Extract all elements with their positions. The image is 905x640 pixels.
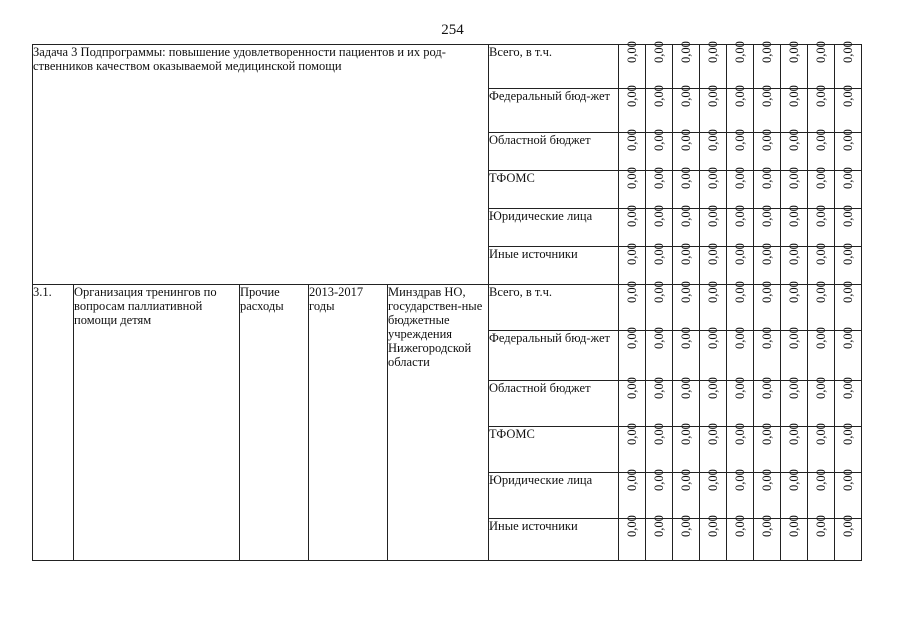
value-cell (700, 85, 727, 133)
value-cell (754, 423, 781, 473)
value-cell (808, 129, 835, 171)
value-cell (754, 281, 781, 331)
value-cell (727, 129, 754, 171)
value-cell (700, 167, 727, 209)
value-cell (619, 281, 646, 331)
value-text: 0,00 (760, 129, 774, 151)
value-cell (619, 243, 646, 285)
value-text: 0,00 (787, 205, 801, 227)
value-cell (619, 377, 646, 427)
value-text: 0,00 (706, 243, 720, 265)
value-text: 0,00 (733, 205, 747, 227)
table-row (33, 45, 862, 89)
source-label: ТФОМС (489, 427, 619, 473)
value-text: 0,00 (841, 377, 855, 399)
value-text: 0,00 (625, 423, 639, 445)
funding-table (32, 41, 862, 561)
value-text: 0,00 (679, 281, 693, 303)
value-cell (673, 327, 700, 381)
value-text: 0,00 (814, 515, 828, 537)
value-cell (700, 515, 727, 561)
value-text: 0,00 (625, 129, 639, 151)
value-text: 0,00 (814, 205, 828, 227)
value-cell (646, 41, 673, 89)
value-text: 0,00 (679, 327, 693, 349)
value-cell (754, 515, 781, 561)
value-text: 0,00 (706, 205, 720, 227)
value-text: 0,00 (787, 377, 801, 399)
value-cell (781, 327, 808, 381)
value-cell (700, 281, 727, 331)
value-cell (673, 85, 700, 133)
value-text: 0,00 (652, 515, 666, 537)
value-cell (808, 423, 835, 473)
value-cell (646, 469, 673, 519)
value-text: 0,00 (814, 41, 828, 63)
value-cell (727, 377, 754, 427)
value-cell (754, 85, 781, 133)
value-text: 0,00 (625, 85, 639, 107)
value-cell (808, 377, 835, 427)
source-label: Иные источники (489, 247, 619, 285)
value-cell (646, 129, 673, 171)
value-cell (781, 377, 808, 427)
value-text: 0,00 (625, 515, 639, 537)
value-cell (700, 423, 727, 473)
value-text: 0,00 (787, 243, 801, 265)
value-cell (646, 205, 673, 247)
value-text: 0,00 (706, 129, 720, 151)
value-text: 0,00 (706, 85, 720, 107)
value-text: 0,00 (733, 41, 747, 63)
value-cell (835, 85, 862, 133)
value-cell (619, 327, 646, 381)
value-text: 0,00 (706, 41, 720, 63)
source-label: Областной бюджет (489, 133, 619, 171)
value-text: 0,00 (706, 281, 720, 303)
value-cell (646, 85, 673, 133)
value-text: 0,00 (787, 423, 801, 445)
value-text: 0,00 (625, 167, 639, 189)
value-cell (727, 327, 754, 381)
value-text: 0,00 (733, 423, 747, 445)
value-cell (781, 205, 808, 247)
value-text: 0,00 (841, 281, 855, 303)
value-text: 0,00 (841, 469, 855, 491)
value-cell (727, 41, 754, 89)
value-text: 0,00 (787, 167, 801, 189)
value-text: 0,00 (706, 167, 720, 189)
value-cell (835, 243, 862, 285)
value-cell (673, 129, 700, 171)
value-cell (754, 243, 781, 285)
value-text: 0,00 (679, 129, 693, 151)
value-text: 0,00 (787, 327, 801, 349)
item-name: Организация тренингов по вопросам паллиативной помощи детям (74, 285, 240, 561)
value-text: 0,00 (814, 469, 828, 491)
value-text: 0,00 (841, 41, 855, 63)
value-cell (619, 129, 646, 171)
source-label: Областной бюджет (489, 381, 619, 427)
value-text: 0,00 (787, 85, 801, 107)
value-cell (754, 469, 781, 519)
value-text: 0,00 (706, 423, 720, 445)
value-text: 0,00 (652, 41, 666, 63)
value-cell (754, 167, 781, 209)
value-cell (835, 327, 862, 381)
value-text: 0,00 (760, 281, 774, 303)
value-text: 0,00 (841, 85, 855, 107)
value-cell (673, 281, 700, 331)
value-cell (700, 129, 727, 171)
source-label: Всего, в т.ч. (489, 285, 619, 331)
value-cell (727, 469, 754, 519)
value-cell (835, 167, 862, 209)
value-cell (808, 85, 835, 133)
value-cell (727, 85, 754, 133)
value-text: 0,00 (760, 377, 774, 399)
value-text: 0,00 (625, 205, 639, 227)
value-text: 0,00 (706, 515, 720, 537)
value-cell (754, 129, 781, 171)
value-cell (781, 167, 808, 209)
item-executor: Минздрав НО, государствен-ные бюджетные учреждения Нижегородской области (388, 285, 489, 561)
value-text: 0,00 (760, 469, 774, 491)
value-cell (673, 243, 700, 285)
value-text: 0,00 (706, 469, 720, 491)
value-cell (808, 469, 835, 519)
value-text: 0,00 (679, 377, 693, 399)
value-text: 0,00 (814, 129, 828, 151)
value-text: 0,00 (679, 167, 693, 189)
value-cell (673, 377, 700, 427)
value-text: 0,00 (760, 243, 774, 265)
value-cell (619, 515, 646, 561)
value-text: 0,00 (787, 515, 801, 537)
value-cell (808, 327, 835, 381)
value-cell (727, 167, 754, 209)
source-label: Федеральный бюд-жет (489, 89, 619, 133)
value-text: 0,00 (652, 377, 666, 399)
value-cell (808, 41, 835, 89)
value-text: 0,00 (679, 41, 693, 63)
value-text: 0,00 (679, 423, 693, 445)
value-cell (781, 85, 808, 133)
value-text: 0,00 (841, 129, 855, 151)
value-cell (673, 423, 700, 473)
source-label: Иные источники (489, 519, 619, 561)
value-text: 0,00 (760, 85, 774, 107)
value-text: 0,00 (787, 129, 801, 151)
value-text: 0,00 (706, 327, 720, 349)
value-cell (700, 327, 727, 381)
value-cell (673, 469, 700, 519)
value-text: 0,00 (787, 41, 801, 63)
value-text: 0,00 (733, 243, 747, 265)
value-cell (835, 129, 862, 171)
value-text: 0,00 (787, 469, 801, 491)
table-row (33, 285, 862, 331)
value-text: 0,00 (733, 515, 747, 537)
source-label: ТФОМС (489, 171, 619, 209)
value-text: 0,00 (652, 205, 666, 227)
value-text: 0,00 (814, 327, 828, 349)
value-cell (727, 515, 754, 561)
source-label: Юридические лица (489, 209, 619, 247)
value-text: 0,00 (814, 85, 828, 107)
value-text: 0,00 (733, 85, 747, 107)
value-cell (646, 167, 673, 209)
value-text: 0,00 (679, 243, 693, 265)
value-text: 0,00 (652, 327, 666, 349)
value-text: 0,00 (652, 85, 666, 107)
value-cell (835, 205, 862, 247)
value-cell (673, 205, 700, 247)
value-text: 0,00 (814, 377, 828, 399)
value-text: 0,00 (733, 327, 747, 349)
value-cell (808, 515, 835, 561)
item-period: 2013-2017 годы (309, 285, 388, 561)
value-cell (700, 205, 727, 247)
value-cell (619, 167, 646, 209)
value-cell (835, 469, 862, 519)
item-number: 3.1. (33, 285, 74, 561)
value-cell (619, 469, 646, 519)
value-cell (781, 515, 808, 561)
item-expense-type: Прочие расходы (240, 285, 309, 561)
value-cell (727, 423, 754, 473)
value-cell (619, 423, 646, 473)
value-cell (700, 243, 727, 285)
value-text: 0,00 (733, 469, 747, 491)
value-cell (781, 281, 808, 331)
value-cell (835, 515, 862, 561)
value-cell (808, 167, 835, 209)
value-text: 0,00 (652, 129, 666, 151)
value-cell (781, 243, 808, 285)
source-label: Всего, в т.ч. (489, 45, 619, 89)
value-text: 0,00 (625, 281, 639, 303)
value-text: 0,00 (679, 515, 693, 537)
value-text: 0,00 (706, 377, 720, 399)
value-cell (808, 205, 835, 247)
value-text: 0,00 (652, 243, 666, 265)
source-label: Федеральный бюд-жет (489, 331, 619, 381)
value-text: 0,00 (679, 205, 693, 227)
value-text: 0,00 (625, 41, 639, 63)
value-cell (808, 281, 835, 331)
value-cell (781, 469, 808, 519)
value-cell (781, 423, 808, 473)
value-cell (835, 423, 862, 473)
value-cell (754, 377, 781, 427)
value-text: 0,00 (760, 327, 774, 349)
value-text: 0,00 (760, 41, 774, 63)
value-text: 0,00 (733, 167, 747, 189)
value-text: 0,00 (841, 243, 855, 265)
value-text: 0,00 (625, 243, 639, 265)
value-text: 0,00 (733, 281, 747, 303)
value-cell (646, 243, 673, 285)
value-text: 0,00 (760, 205, 774, 227)
value-cell (646, 281, 673, 331)
value-cell (754, 41, 781, 89)
value-cell (619, 205, 646, 247)
value-text: 0,00 (814, 423, 828, 445)
value-cell (754, 327, 781, 381)
value-cell (619, 85, 646, 133)
value-text: 0,00 (679, 469, 693, 491)
value-text: 0,00 (625, 469, 639, 491)
value-cell (835, 281, 862, 331)
value-cell (835, 41, 862, 89)
value-cell (754, 205, 781, 247)
value-text: 0,00 (841, 327, 855, 349)
value-text: 0,00 (787, 281, 801, 303)
value-cell (673, 41, 700, 89)
value-cell (727, 243, 754, 285)
task-title: Задача 3 Подпрограммы: повышение удовлетворенности пациентов и их род-ственников качеством оказываемой медицинской помощи (33, 45, 489, 285)
value-cell (781, 41, 808, 89)
value-cell (700, 377, 727, 427)
value-text: 0,00 (760, 423, 774, 445)
value-cell (808, 243, 835, 285)
value-cell (781, 129, 808, 171)
value-text: 0,00 (652, 281, 666, 303)
value-text: 0,00 (760, 515, 774, 537)
value-cell (646, 423, 673, 473)
value-text: 0,00 (733, 129, 747, 151)
value-text: 0,00 (841, 167, 855, 189)
value-text: 0,00 (625, 327, 639, 349)
value-text: 0,00 (679, 85, 693, 107)
value-cell (646, 515, 673, 561)
value-text: 0,00 (814, 167, 828, 189)
source-label: Юридические лица (489, 473, 619, 519)
value-cell (673, 167, 700, 209)
value-text: 0,00 (652, 423, 666, 445)
value-text: 0,00 (733, 377, 747, 399)
value-cell (727, 205, 754, 247)
value-cell (619, 41, 646, 89)
value-cell (727, 281, 754, 331)
value-text: 0,00 (841, 423, 855, 445)
value-text: 0,00 (625, 377, 639, 399)
value-text: 0,00 (814, 243, 828, 265)
value-text: 0,00 (760, 167, 774, 189)
value-cell (646, 377, 673, 427)
value-text: 0,00 (652, 469, 666, 491)
page-number: 254 (441, 22, 464, 38)
value-cell (673, 515, 700, 561)
value-text: 0,00 (814, 281, 828, 303)
value-text: 0,00 (841, 205, 855, 227)
value-text: 0,00 (841, 515, 855, 537)
value-cell (700, 469, 727, 519)
value-cell (835, 377, 862, 427)
value-text: 0,00 (652, 167, 666, 189)
value-cell (700, 41, 727, 89)
value-cell (646, 327, 673, 381)
